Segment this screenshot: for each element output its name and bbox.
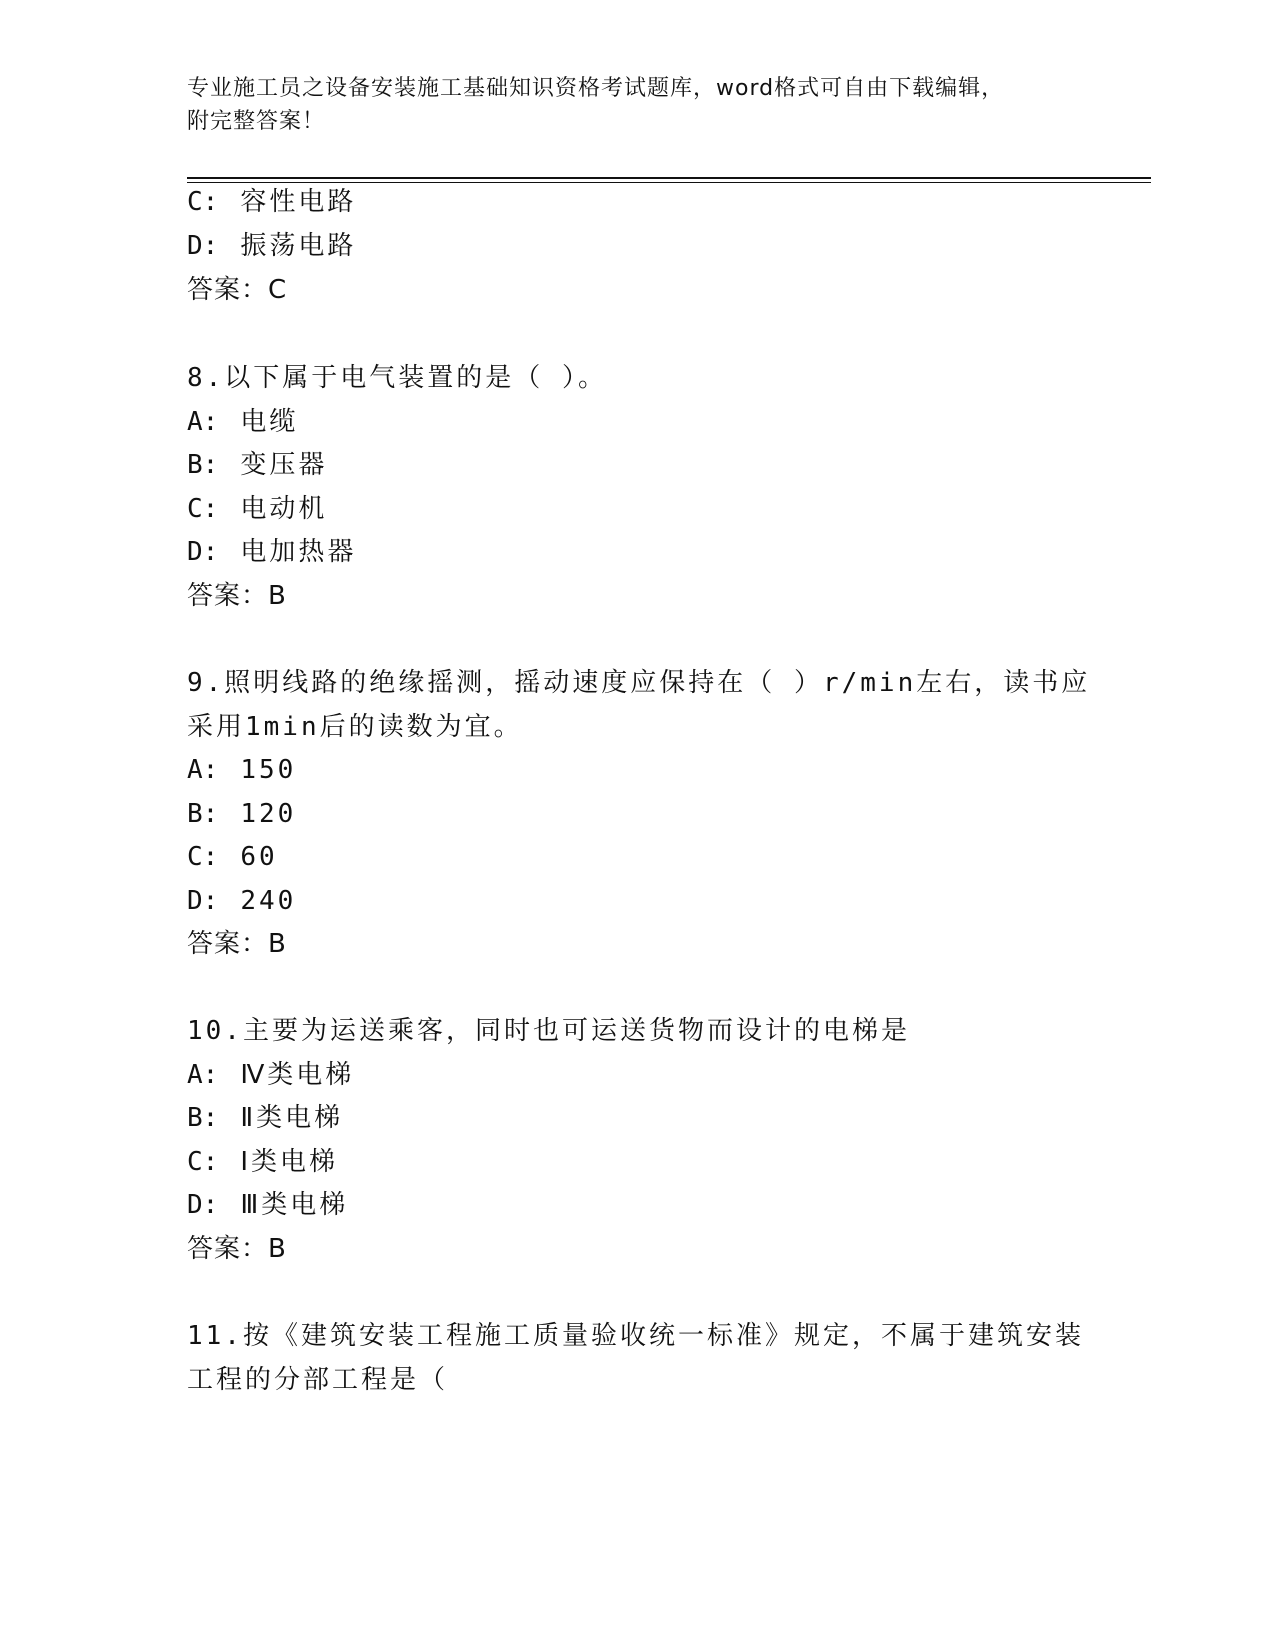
- document-header: [187, 72, 1067, 138]
- q9-question-line-2: 采用1min后的读数为宜。: [187, 712, 523, 742]
- q11-question-line-2: 工程的分部工程是（: [187, 1365, 449, 1395]
- header-divider-thin: [187, 182, 1151, 183]
- q10-option-d: D: Ⅲ类电梯: [187, 1190, 349, 1220]
- q11-question-line-1: 11.按《建筑安装工程施工质量验收统一标准》规定，不属于建筑安装: [187, 1321, 1084, 1351]
- q8-option-a: A: 电缆: [187, 407, 299, 437]
- q7-option-c: C: 容性电路: [187, 187, 357, 217]
- q10-question: 10.主要为运送乘客，同时也可运送货物而设计的电梯是: [187, 1016, 910, 1046]
- q9-option-b: B: 120: [187, 799, 297, 829]
- q9-option-a: A: 150: [187, 755, 297, 785]
- q10-option-c: C: Ⅰ类电梯: [187, 1147, 338, 1177]
- q10-answer: 答案：B: [187, 1234, 287, 1264]
- header-line-1: 专业施工员之设备安装施工基础知识资格考试题库，word格式可自由下载编辑，: [187, 76, 1005, 101]
- q10-option-a: A: Ⅳ类电梯: [187, 1060, 355, 1090]
- q8-option-c: C: 电动机: [187, 494, 328, 524]
- q8-option-b: B: 变压器: [187, 450, 328, 480]
- header-line-2: 附完整答案！: [187, 109, 326, 134]
- q9-answer: 答案：B: [187, 929, 287, 959]
- q9-option-d: D: 240: [187, 886, 297, 916]
- q9-question-line-1: 9.照明线路的绝缘摇测，摇动速度应保持在（ ）r/min左右，读书应: [187, 668, 1091, 698]
- q9-option-c: C: 60: [187, 842, 278, 872]
- q7-answer: 答案：C: [187, 275, 288, 305]
- q8-option-d: D: 电加热器: [187, 537, 357, 567]
- q10-option-b: B: Ⅱ类电梯: [187, 1103, 344, 1133]
- q7-option-d: D: 振荡电路: [187, 231, 357, 261]
- q8-question: 8.以下属于电气装置的是（ ）。: [187, 363, 607, 393]
- header-divider-thick: [187, 177, 1151, 179]
- q8-answer: 答案：B: [187, 581, 287, 611]
